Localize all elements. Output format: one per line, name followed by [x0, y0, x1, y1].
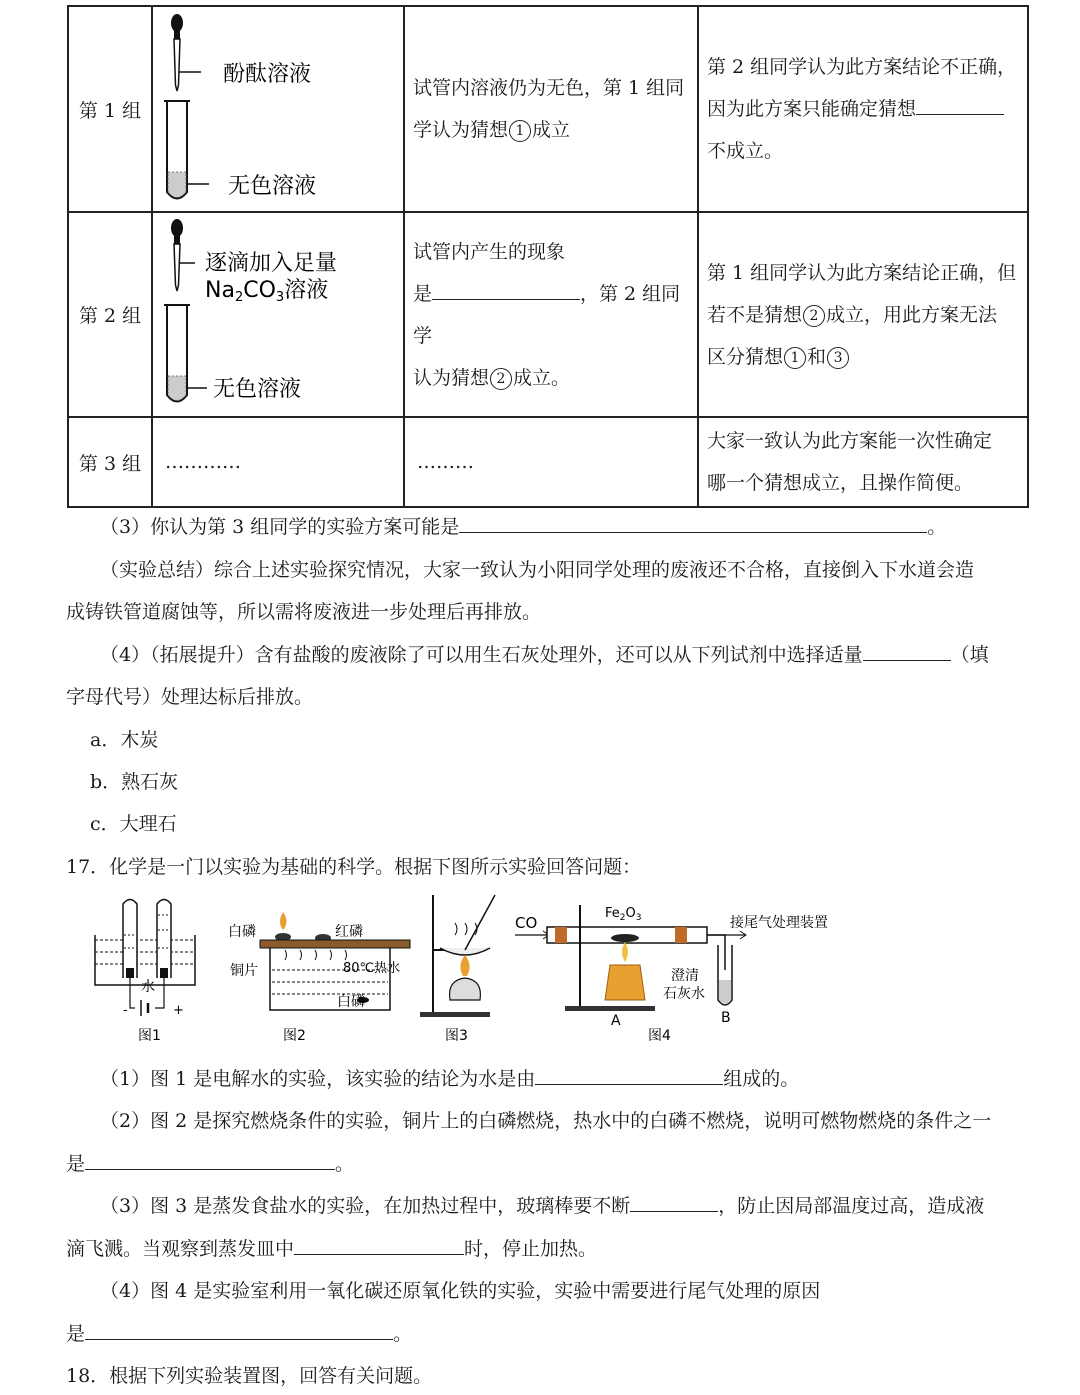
dropper-tube-diagram [153, 213, 403, 411]
question-18-title: 18．根据下列实验装置图，回答有关问题。 [66, 1365, 433, 1387]
figure-2-combustion [228, 912, 410, 1044]
text-span: 因为此方案只能确定猜想 [707, 98, 917, 120]
answer-blank[interactable] [535, 1064, 723, 1085]
evaluation-line: 第 2 组同学认为此方案结论不正确， [707, 56, 1017, 78]
apparatus-cell: ………… [152, 417, 404, 507]
white-phosphorus-label: 白磷 [228, 924, 256, 940]
hot-water-label: 80℃热水 [343, 961, 401, 976]
apparatus-a-label: A [611, 1013, 621, 1029]
co-label: CO [515, 914, 538, 932]
option-c: c．大理石 [90, 813, 177, 835]
colorless-solution-label: 无色溶液 [228, 174, 317, 199]
question-3 [100, 512, 946, 539]
answer-blank[interactable] [432, 279, 580, 300]
water-label: 水 [141, 979, 155, 995]
text-span: 组成的。 [723, 1068, 800, 1090]
figure-3-evaporation [420, 895, 495, 1044]
question-17-3-cont [66, 1234, 597, 1261]
evaluation-cell [698, 212, 1028, 417]
tail-gas-label: 接尾气处理装置 [730, 915, 828, 931]
question-17-4: （4）图 4 是实验室利用一氧化碳还原氧化铁的实验，实验中需要进行尾气处理的原因 [100, 1280, 821, 1302]
evaluation-line [707, 88, 1019, 130]
text-span: （3）你认为第 3 组同学的实验方案可能是 [100, 516, 460, 538]
question-17-title: 17．化学是一门以实验为基础的科学。根据下图所示实验回答问题： [66, 856, 642, 878]
option-b: b．熟石灰 [90, 771, 179, 793]
phenolphthalein-label: 酚酞溶液 [223, 62, 312, 87]
text-span: 是 [66, 1323, 86, 1345]
sodium-carbonate-label: Na2CO3溶液 [205, 278, 329, 305]
figure-4-co-reduction [515, 905, 828, 1044]
table-row [68, 417, 1028, 507]
copper-plate-label: 铜片 [230, 963, 258, 979]
evaluation-line: 哪一个猜想成立，且操作简便。 [707, 472, 974, 494]
figure-caption: 图4 [648, 1028, 671, 1044]
phenomenon-line: 试管内溶液仍为无色，第 1 组同 [413, 77, 685, 99]
question-17-2-cont [66, 1149, 354, 1176]
apparatus-b-label: B [721, 1010, 731, 1026]
text-span: 。 [927, 516, 947, 538]
dropper-tube-diagram [153, 7, 403, 206]
evaluation-cell [698, 417, 1028, 507]
circled-number: 2 [803, 305, 825, 327]
summary-line: （实验总结）综合上述实验探究情况，大家一致认为小阳同学处理的废液还不合格，直接倒入下水道会造 [100, 559, 975, 581]
phenomenon-cell [404, 6, 698, 212]
evaluation-line [707, 336, 1019, 378]
text-span: 学认为猜想 [413, 119, 509, 141]
figure-caption: 图1 [138, 1028, 161, 1044]
phenomenon-cell [404, 212, 698, 417]
apparatus-cell [152, 6, 404, 212]
figure-1-electrolysis [95, 900, 195, 1045]
summary-line: 成铸铁管道腐蚀等，所以需将废液进一步处理后再排放。 [66, 601, 542, 623]
text-span: ，第 2 组同学 [413, 282, 681, 347]
circled-number: 1 [784, 347, 806, 369]
answer-blank[interactable] [294, 1234, 464, 1255]
answer-blank[interactable] [85, 1319, 393, 1340]
evaluation-cell [698, 6, 1028, 212]
text-span: 和 [807, 345, 827, 368]
plus-sign: + [173, 1003, 184, 1018]
text-span: 认为猜想 [413, 366, 490, 389]
answer-blank[interactable] [916, 94, 1004, 115]
circled-number: 3 [827, 347, 849, 369]
answer-blank[interactable] [459, 512, 927, 533]
text-span: （1）图 1 是电解水的实验，该实验的结论为水是由 [100, 1068, 536, 1090]
text-span: 区分猜想 [707, 345, 784, 368]
figure-caption: 图2 [283, 1028, 306, 1044]
text-span: 滴飞溅。当观察到蒸发皿中 [66, 1238, 295, 1260]
text-span: （3）图 3 是蒸发食盐水的实验，在加热过程中，玻璃棒要不断 [100, 1195, 631, 1217]
minus-sign: - [123, 1003, 128, 1018]
question-4-cont: 字母代号）处理达标后排放。 [66, 686, 314, 708]
text-span: 是 [66, 1153, 86, 1175]
evaluation-line: 第 1 组同学认为此方案结论正确，但 [707, 261, 1017, 284]
evaluation-line: 大家一致认为此方案能一次性确定 [707, 430, 993, 452]
phenomenon-line [413, 357, 689, 399]
evaluation-line: 不成立。 [707, 140, 784, 162]
answer-blank[interactable] [85, 1149, 335, 1170]
ferric-oxide-label: $Fe_2O_3$ [605, 906, 642, 923]
evaluation-line [707, 294, 1019, 336]
option-a: a．木炭 [90, 729, 159, 751]
circled-number: 2 [490, 368, 512, 390]
limewater-label-1: 澄清 [671, 968, 699, 984]
phenomenon-line [413, 109, 689, 151]
text-span: 。 [335, 1153, 355, 1175]
question-17-1 [100, 1064, 799, 1091]
text-span: 是 [413, 282, 433, 305]
text-span: 时，停止加热。 [464, 1238, 598, 1260]
answer-blank[interactable] [863, 640, 951, 661]
group-cell: 第 3 组 [68, 417, 152, 507]
question-17-2: （2）图 2 是探究燃烧条件的实验，铜片上的白磷燃烧，热水中的白磷不燃烧，说明可燃物燃烧的条件之一 [100, 1110, 992, 1132]
question-17-3 [100, 1191, 984, 1218]
phenomenon-line: 试管内产生的现象 [413, 240, 566, 263]
text-span: （4）（拓展提升）含有盐酸的废液除了可以用生石灰处理外，还可以从下列试剂中选择适量 [100, 644, 863, 666]
text-span: 成立，用此方案无法 [826, 303, 998, 326]
experiment-table [67, 5, 1029, 508]
question-4 [100, 640, 989, 667]
apparatus-cell [152, 212, 404, 417]
answer-blank[interactable] [630, 1191, 718, 1212]
phenomenon-line [413, 273, 689, 357]
text-span: 成立。 [513, 366, 571, 389]
table-row [68, 6, 1028, 212]
circled-number: 1 [509, 120, 531, 142]
group-cell: 第 2 组 [68, 212, 152, 417]
phenomenon-cell: ……… [404, 417, 698, 507]
add-reagent-label: 逐滴加入足量 [205, 251, 338, 276]
limewater-label-2: 石灰水 [663, 986, 705, 1002]
text-span: 成立 [532, 119, 571, 141]
red-phosphorus-label: 红磷 [335, 924, 363, 940]
colorless-solution-label: 无色溶液 [213, 377, 302, 402]
question-17-4-cont [66, 1319, 412, 1346]
table-row [68, 212, 1028, 417]
text-span: （填 [950, 644, 989, 666]
text-span: 。 [393, 1323, 413, 1345]
white-phosphorus-water-label: 白磷 [337, 994, 365, 1010]
figure-caption: 图3 [445, 1028, 468, 1044]
text-span: 若不是猜想 [707, 303, 803, 326]
experiment-figures [85, 890, 855, 1050]
text-span: ，防止因局部温度过高，造成液 [718, 1195, 985, 1217]
group-cell: 第 1 组 [68, 6, 152, 212]
